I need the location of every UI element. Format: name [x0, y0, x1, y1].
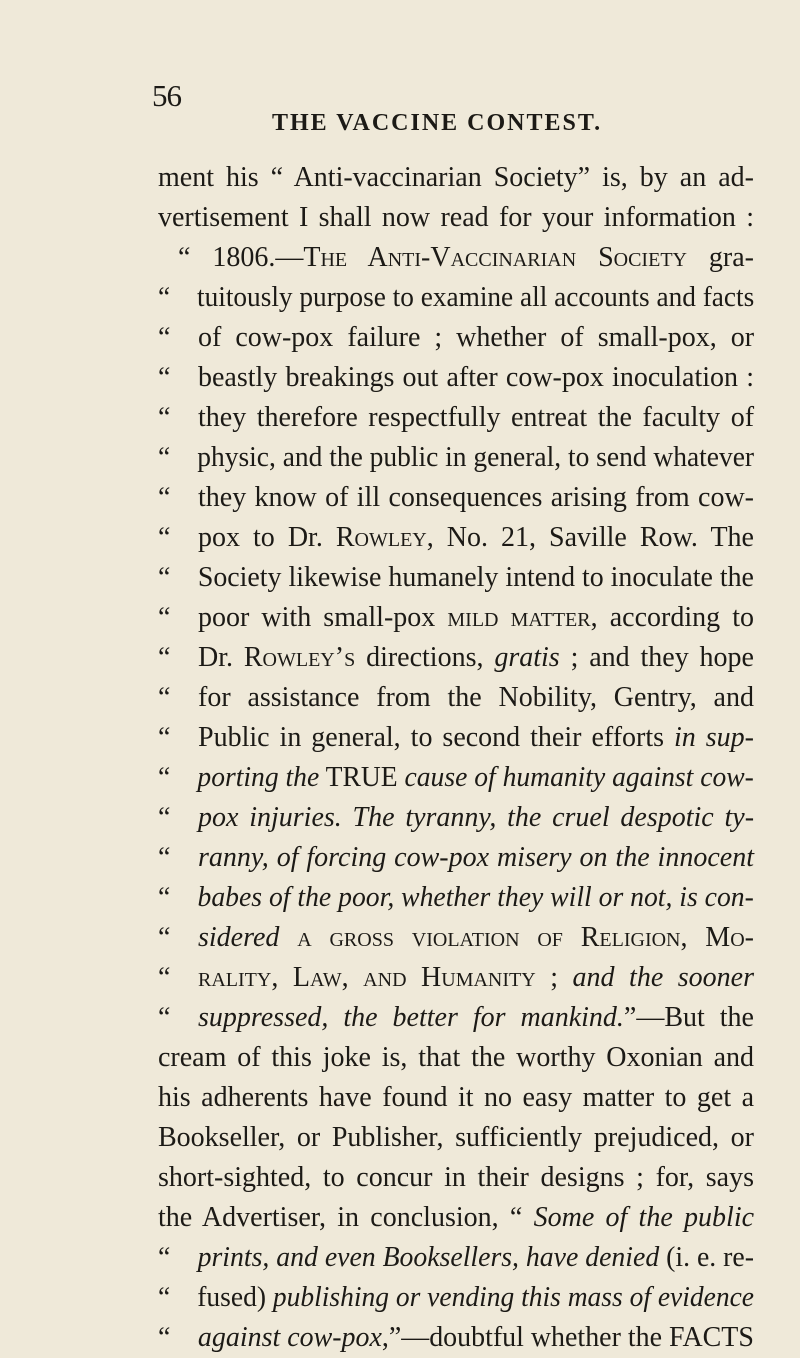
quote-mark: “: [158, 1002, 171, 1033]
text-line: [158, 1038, 754, 1078]
quote-mark: “: [158, 562, 171, 593]
text-run: tuitously purpose to examine all accounts and facts: [197, 282, 755, 313]
quote-mark: “: [158, 922, 171, 953]
quote-mark: “: [158, 802, 171, 833]
text-run: gratis: [494, 642, 560, 673]
text-line: [158, 318, 754, 358]
text-run: ”—But the: [623, 1002, 754, 1033]
text-run: Society likewise humanely intend to inoculate the: [197, 562, 754, 593]
text-run: Public in general, to second their efforts: [198, 722, 674, 753]
text-line: [158, 998, 754, 1038]
quote-mark: “: [158, 282, 171, 313]
text-line: [158, 798, 754, 838]
text-line: [158, 918, 754, 958]
text-run: poor with small-pox: [198, 602, 448, 633]
text-line: [158, 598, 754, 638]
text-line: [158, 478, 754, 518]
text-line: [158, 438, 755, 478]
text-run: mild matter: [447, 602, 591, 633]
quote-mark: “: [158, 522, 171, 553]
text-line: [158, 518, 754, 558]
text-run: ment his “ Anti-vaccinarian Society” is, by an ad-: [158, 162, 754, 193]
text-run: suppressed, the better for mankind.: [198, 1002, 624, 1033]
quote-mark: “: [158, 402, 171, 433]
text-line: [158, 1238, 754, 1278]
text-line: [158, 638, 754, 678]
text-run: pox injuries. The tyranny, the cruel despotic ty-: [198, 802, 755, 833]
text-run: publishing or vending this mass of evidence: [272, 1282, 754, 1313]
text-line: [158, 358, 754, 398]
quote-mark: “: [158, 842, 171, 873]
text-run: the Advertiser, in conclusion, “: [158, 1202, 534, 1233]
quote-mark: “: [158, 682, 171, 713]
text-line: [158, 1278, 754, 1318]
text-run: in sup-: [674, 722, 754, 753]
quote-mark: “: [158, 722, 171, 753]
text-run: sidered: [198, 922, 280, 953]
text-run: prints, and even Booksellers, have denied: [197, 1242, 660, 1273]
text-run: ranny, of forcing cow-pox misery on the innocent: [198, 842, 754, 873]
quote-mark: “: [158, 762, 171, 793]
text-run: against cow-pox: [197, 1322, 382, 1353]
quote-mark: “: [158, 1282, 171, 1313]
text-run: , according to: [590, 602, 754, 633]
text-run: ;: [535, 962, 573, 993]
text-run: babes of the poor, whether they will or not, is con-: [197, 882, 754, 913]
running-title: THE VACCINE CONTEST.: [272, 110, 603, 136]
text-run: beastly breakings out after cow-pox inoculation :: [198, 362, 754, 393]
text-line: [158, 838, 754, 878]
text-run: pox to Dr.: [198, 522, 336, 553]
quote-mark: “: [158, 322, 171, 353]
text-line: [158, 238, 754, 278]
text-run: Rowley’s: [243, 642, 356, 673]
text-run: cream of this joke is, that the worthy Oxonian and: [158, 1042, 754, 1073]
text-run: fused): [197, 1282, 273, 1313]
text-line: [158, 1078, 754, 1118]
text-run: Dr.: [198, 642, 244, 673]
text-run: Rowley: [335, 522, 427, 553]
page-number: 56: [152, 78, 181, 113]
quote-mark: “: [158, 642, 171, 673]
text-line: [158, 398, 754, 438]
text-run: they therefore respectfully entreat the faculty of: [198, 402, 755, 433]
text-run: The Anti-Vaccinarian Society: [303, 242, 687, 273]
text-run: “ 1806.—: [178, 242, 304, 273]
text-run: TRUE: [319, 762, 405, 793]
text-line: [158, 878, 754, 918]
text-run: directions,: [355, 642, 495, 673]
text-run: porting the: [197, 762, 320, 793]
text-line: [158, 198, 754, 238]
text-run: they know of ill consequences arising from cow-: [198, 482, 755, 513]
text-run: his adherents have found it no easy matter to get a: [158, 1082, 754, 1113]
text-line: [158, 558, 752, 598]
text-run: ; and they hope: [559, 642, 754, 673]
text-run: of cow-pox failure ; whether of small-pox, or: [198, 322, 755, 353]
quote-mark: “: [158, 362, 171, 393]
text-run: Some of the public: [533, 1202, 755, 1233]
text-line: [158, 1158, 754, 1198]
text-run: (i. e. re-: [659, 1242, 754, 1273]
text-line: [158, 158, 754, 198]
quote-mark: “: [158, 962, 171, 993]
text-run: gra-: [686, 242, 754, 273]
text-line: [158, 678, 754, 718]
text-line: [158, 278, 755, 318]
quote-mark: “: [158, 482, 171, 513]
text-line: [158, 1118, 754, 1158]
text-run: for assistance from the Nobility, Gentry, and: [198, 682, 754, 713]
text-run: a gross violation of Religion, Mo-: [279, 922, 754, 953]
quote-mark: “: [158, 442, 171, 473]
quote-mark: “: [158, 882, 171, 913]
text-run: short-sighted, to concur in their designs ; for, says: [158, 1162, 754, 1193]
text-run: vertisement I shall now read for your information :: [158, 202, 754, 233]
text-run: Bookseller, or Publisher, sufficiently prejudiced, or: [158, 1122, 754, 1153]
text-run: cause of humanity against cow-: [404, 762, 754, 793]
quote-mark: “: [158, 1322, 171, 1353]
text-run: ,”—doubtful whether the FACTS: [381, 1322, 754, 1353]
text-run: physic, and the public in general, to send whatever: [197, 442, 755, 473]
text-line: [158, 1318, 753, 1358]
text-line: [158, 718, 754, 758]
text-run: rality, Law, and Humanity: [198, 962, 536, 993]
text-line: [158, 758, 754, 798]
text-run: , No. 21, Saville Row. The: [426, 522, 754, 553]
text-line: [158, 958, 754, 998]
quote-mark: “: [158, 602, 171, 633]
quote-mark: “: [158, 1242, 171, 1273]
text-run: and the sooner: [572, 962, 754, 993]
text-line: [158, 1198, 754, 1238]
